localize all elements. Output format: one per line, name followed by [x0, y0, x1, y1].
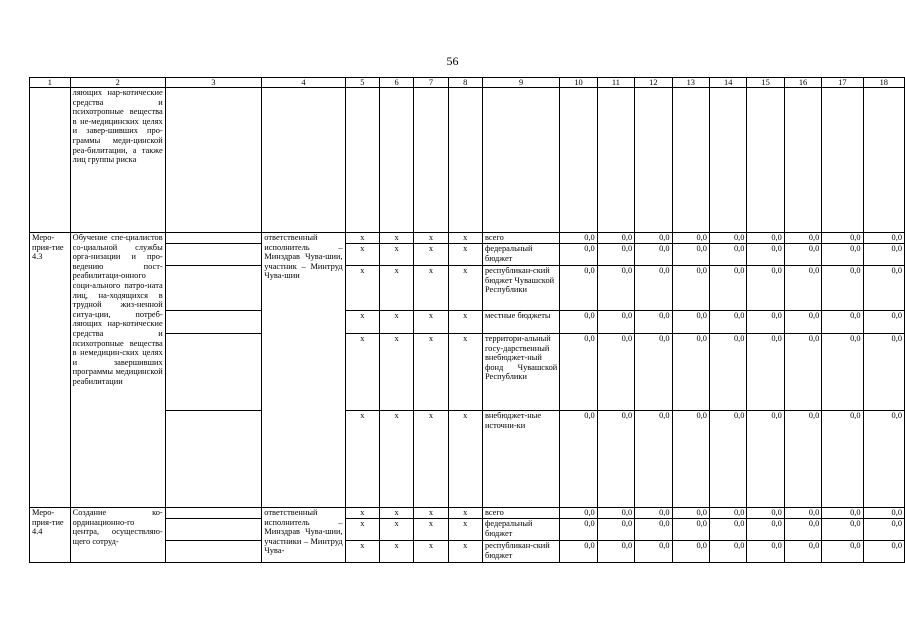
- empty-cell: [30, 88, 71, 233]
- x-cell: x: [379, 244, 413, 266]
- funding-source: внебюджет-ные источни-ки: [482, 411, 559, 508]
- measure-executor: ответственный исполнитель – Минздрав Чува-шии, участник – Минтруд Чува-шии: [262, 233, 345, 508]
- value-cell: 0,0: [709, 334, 746, 411]
- empty-cell: [784, 88, 821, 233]
- measure-code: Меро-прия-тие 4.4: [30, 508, 71, 563]
- value-cell: 0,0: [822, 334, 863, 411]
- value-cell: 0,0: [709, 311, 746, 334]
- x-cell: x: [345, 334, 379, 411]
- col-header: 13: [672, 78, 709, 88]
- continuation-row: [30, 88, 905, 233]
- value-cell: 0,0: [822, 266, 863, 311]
- value-cell: 0,0: [560, 334, 597, 411]
- funding-source: местные бюджеты: [482, 311, 559, 334]
- x-cell: x: [345, 233, 379, 244]
- value-cell: 0,0: [635, 266, 672, 311]
- col-header: 4: [262, 78, 345, 88]
- measure-code: Меро-прия-тие 4.3: [30, 233, 71, 508]
- funding-source: всего: [482, 233, 559, 244]
- value-cell: 0,0: [560, 266, 597, 311]
- value-cell: 0,0: [672, 334, 709, 411]
- funding-source: территори-альный госу-дарственный внебюджет-ный фонд Чувашской Республики: [482, 334, 559, 411]
- x-cell: x: [379, 311, 413, 334]
- funding-source: федеральный бюджет: [482, 244, 559, 266]
- empty-cell: [379, 88, 413, 233]
- col-header: 9: [482, 78, 559, 88]
- value-cell: 0,0: [822, 508, 863, 519]
- col-header: 10: [560, 78, 597, 88]
- empty-cell: [709, 88, 746, 233]
- x-cell: x: [379, 508, 413, 519]
- col-header: 14: [709, 78, 746, 88]
- value-cell: 0,0: [672, 519, 709, 541]
- value-cell: 0,0: [709, 519, 746, 541]
- value-cell: 0,0: [747, 541, 784, 563]
- value-cell: 0,0: [747, 233, 784, 244]
- x-cell: x: [379, 266, 413, 311]
- x-cell: x: [345, 541, 379, 563]
- funding-source: федеральный бюджет: [482, 519, 559, 541]
- value-cell: 0,0: [863, 244, 904, 266]
- value-cell: 0,0: [597, 508, 634, 519]
- x-cell: x: [345, 508, 379, 519]
- value-cell: 0,0: [560, 508, 597, 519]
- value-cell: 0,0: [635, 411, 672, 508]
- empty-cell: [165, 411, 262, 508]
- value-cell: 0,0: [863, 311, 904, 334]
- measure-title: Создание ко-ординационно-го центра, осуществляю-щего сотруд-: [70, 508, 165, 563]
- value-cell: 0,0: [747, 519, 784, 541]
- empty-cell: [448, 88, 482, 233]
- x-cell: x: [448, 266, 482, 311]
- value-cell: 0,0: [709, 233, 746, 244]
- empty-cell: [165, 519, 262, 541]
- value-cell: 0,0: [672, 311, 709, 334]
- value-cell: 0,0: [672, 244, 709, 266]
- value-cell: 0,0: [747, 244, 784, 266]
- x-cell: x: [448, 519, 482, 541]
- value-cell: 0,0: [822, 233, 863, 244]
- value-cell: 0,0: [560, 244, 597, 266]
- value-cell: 0,0: [597, 244, 634, 266]
- value-cell: 0,0: [672, 233, 709, 244]
- value-cell: 0,0: [597, 334, 634, 411]
- value-cell: 0,0: [635, 508, 672, 519]
- col-header: 16: [784, 78, 821, 88]
- empty-cell: [345, 88, 379, 233]
- value-cell: 0,0: [747, 311, 784, 334]
- value-cell: 0,0: [635, 244, 672, 266]
- x-cell: x: [448, 334, 482, 411]
- x-cell: x: [414, 266, 448, 311]
- value-cell: 0,0: [863, 266, 904, 311]
- x-cell: x: [379, 233, 413, 244]
- value-cell: 0,0: [822, 311, 863, 334]
- value-cell: 0,0: [784, 334, 821, 411]
- measure-4-3: [30, 233, 905, 508]
- value-cell: 0,0: [784, 519, 821, 541]
- measure-title: Обучение спе-циалистов со-циальной службы орга-низации и про-ведению пост-реабилитаци-онного соци-ального патро-ната лиц, на-ходящихся в трудной жиз-ненной ситуа-ции, потреб-ляющих нар-котические средства и психотропные вещества в немедицин-ских целях и завершивших программы медицинской реабилитации: [70, 233, 165, 508]
- x-cell: x: [414, 311, 448, 334]
- value-cell: 0,0: [635, 334, 672, 411]
- x-cell: x: [345, 311, 379, 334]
- empty-cell: [165, 233, 262, 244]
- x-cell: x: [379, 541, 413, 563]
- col-header: 11: [597, 78, 634, 88]
- x-cell: x: [414, 244, 448, 266]
- empty-cell: [482, 88, 559, 233]
- header-row: [30, 78, 905, 88]
- value-cell: 0,0: [863, 541, 904, 563]
- x-cell: x: [345, 519, 379, 541]
- value-cell: 0,0: [863, 519, 904, 541]
- value-cell: 0,0: [560, 411, 597, 508]
- value-cell: 0,0: [597, 541, 634, 563]
- program-table: [29, 77, 905, 563]
- x-cell: x: [414, 411, 448, 508]
- value-cell: 0,0: [635, 233, 672, 244]
- value-cell: 0,0: [747, 334, 784, 411]
- value-cell: 0,0: [784, 508, 821, 519]
- value-cell: 0,0: [822, 541, 863, 563]
- value-cell: 0,0: [597, 519, 634, 541]
- value-cell: 0,0: [560, 541, 597, 563]
- col-header: 3: [165, 78, 262, 88]
- x-cell: x: [448, 541, 482, 563]
- empty-cell: [262, 88, 345, 233]
- value-cell: 0,0: [863, 508, 904, 519]
- x-cell: x: [448, 411, 482, 508]
- empty-cell: [165, 311, 262, 334]
- value-cell: 0,0: [597, 311, 634, 334]
- value-cell: 0,0: [709, 266, 746, 311]
- col-header: 2: [70, 78, 165, 88]
- empty-cell: [597, 88, 634, 233]
- x-cell: x: [379, 519, 413, 541]
- value-cell: 0,0: [635, 541, 672, 563]
- funding-source: республикан-ский бюджет Чувашской Республики: [482, 266, 559, 311]
- empty-cell: [165, 334, 262, 411]
- empty-cell: [165, 88, 262, 233]
- value-cell: 0,0: [822, 244, 863, 266]
- value-cell: 0,0: [560, 233, 597, 244]
- measure-4-4: [30, 508, 905, 563]
- x-cell: x: [345, 244, 379, 266]
- value-cell: 0,0: [747, 411, 784, 508]
- empty-cell: [635, 88, 672, 233]
- value-cell: 0,0: [747, 266, 784, 311]
- value-cell: 0,0: [672, 541, 709, 563]
- x-cell: x: [345, 266, 379, 311]
- value-cell: 0,0: [784, 541, 821, 563]
- value-cell: 0,0: [560, 519, 597, 541]
- empty-cell: [165, 541, 262, 563]
- col-header: 5: [345, 78, 379, 88]
- x-cell: x: [379, 411, 413, 508]
- value-cell: 0,0: [709, 411, 746, 508]
- page-number: 56: [446, 54, 459, 68]
- empty-cell: [414, 88, 448, 233]
- x-cell: x: [379, 334, 413, 411]
- col-header: 6: [379, 78, 413, 88]
- x-cell: x: [414, 233, 448, 244]
- value-cell: 0,0: [635, 519, 672, 541]
- x-cell: x: [448, 311, 482, 334]
- table-row: [30, 508, 905, 519]
- empty-cell: [863, 88, 904, 233]
- measure-executor: ответственный исполнитель – Минздрав Чува-шии, участники – Минтруд Чува-: [262, 508, 345, 563]
- col-header: 12: [635, 78, 672, 88]
- empty-cell: [165, 508, 262, 519]
- value-cell: 0,0: [672, 266, 709, 311]
- col-header: 8: [448, 78, 482, 88]
- value-cell: 0,0: [709, 244, 746, 266]
- value-cell: 0,0: [784, 233, 821, 244]
- value-cell: 0,0: [597, 233, 634, 244]
- x-cell: x: [414, 508, 448, 519]
- funding-source: всего: [482, 508, 559, 519]
- col-header: 1: [30, 78, 71, 88]
- value-cell: 0,0: [822, 411, 863, 508]
- value-cell: 0,0: [784, 244, 821, 266]
- x-cell: x: [345, 411, 379, 508]
- col-header: 18: [863, 78, 904, 88]
- col-header: 7: [414, 78, 448, 88]
- value-cell: 0,0: [635, 311, 672, 334]
- x-cell: x: [448, 244, 482, 266]
- x-cell: x: [448, 233, 482, 244]
- empty-cell: [165, 244, 262, 266]
- value-cell: 0,0: [672, 508, 709, 519]
- x-cell: x: [414, 541, 448, 563]
- table-row: [30, 233, 905, 244]
- value-cell: 0,0: [863, 233, 904, 244]
- col-header: 15: [747, 78, 784, 88]
- value-cell: 0,0: [822, 519, 863, 541]
- value-cell: 0,0: [672, 411, 709, 508]
- x-cell: x: [414, 519, 448, 541]
- value-cell: 0,0: [784, 266, 821, 311]
- value-cell: 0,0: [709, 541, 746, 563]
- value-cell: 0,0: [784, 311, 821, 334]
- x-cell: x: [414, 334, 448, 411]
- value-cell: 0,0: [597, 411, 634, 508]
- empty-cell: [747, 88, 784, 233]
- empty-cell: [822, 88, 863, 233]
- value-cell: 0,0: [560, 311, 597, 334]
- empty-cell: [672, 88, 709, 233]
- empty-cell: [165, 266, 262, 311]
- empty-cell: [560, 88, 597, 233]
- value-cell: 0,0: [863, 334, 904, 411]
- continued-title: ляющих нар-котические средства и психотропные вещества в не-медицинских целях и завер-шивших про-граммы меди-цинской реа-билитации, а также лиц группы риска: [70, 88, 165, 233]
- funding-source: республикан-ский бюджет: [482, 541, 559, 563]
- value-cell: 0,0: [709, 508, 746, 519]
- col-header: 17: [822, 78, 863, 88]
- value-cell: 0,0: [747, 508, 784, 519]
- value-cell: 0,0: [863, 411, 904, 508]
- value-cell: 0,0: [784, 411, 821, 508]
- value-cell: 0,0: [597, 266, 634, 311]
- x-cell: x: [448, 508, 482, 519]
